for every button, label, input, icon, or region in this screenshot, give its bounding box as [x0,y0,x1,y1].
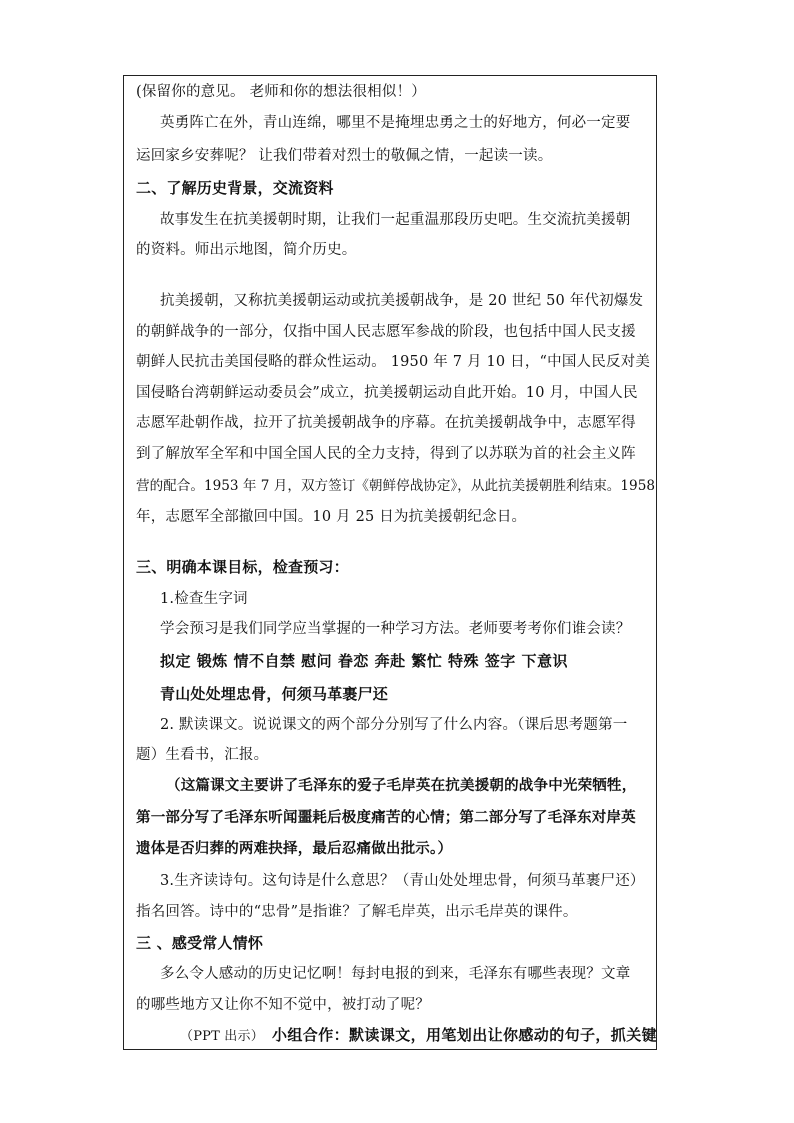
section-heading: 二、了解历史背景，交流资料 [136,179,334,197]
section-heading: 三 、感受常人情怀 [136,934,264,952]
text-line: 运回家乡安葬呢？ 让我们带着对烈士的敬佩之情，一起读一读。 [136,148,553,164]
poem-line: 青山处处埋忠骨，何须马革裹尸还 [160,685,389,703]
text-line: （PPT 出示） [180,1029,264,1044]
text-line: 3.生齐读诗句。这句诗是什么意思？（青山处处埋忠骨，何须马革裹尸还） [160,873,645,889]
text-line: 的哪些地方又让你不知不觉中，被打动了呢？ [136,997,430,1013]
text-line: 学会预习是我们同学应当掌握的一种学习方法。老师要考考你们谁会读？ [160,621,631,637]
text-line: 故事发生在抗美援朝时期，让我们一起重温那段历史吧。生交流抗美援朝 [160,212,631,228]
answer-text: 遗体是否归葬的两难抉择，最后忍痛做出批示。） [136,840,453,857]
text-line: 2. 默读课文。说说课文的两个部分分别写了什么内容。（课后思考题第一 [160,717,628,733]
text-line: 志愿军赴朝作战，拉开了抗美援朝战争的序幕。在抗美援朝战争中，志愿军得 [136,415,636,431]
text-line: 题）生看书，汇报。 [136,747,269,763]
section-heading: 三、明确本课目标，检查预习： [136,558,349,576]
text-line: 抗美援朝，又称抗美援朝运动或抗美援朝战争，是 20 世纪 50 年代初爆发 [160,293,644,309]
text-line: 年，志愿军全部撤回中国。10 月 25 日为抗美援朝纪念日。 [136,509,527,525]
text-line: 多么令人感动的历史记忆啊！每封电报的到来，毛泽东有哪些表现？文章 [160,966,631,982]
vocabulary-list: 拟定 锻炼 情不自禁 慰问 眷恋 奔赴 繁忙 特殊 签字 下意识 [160,652,569,670]
text-line: 营的配合。1953 年 7 月，双方签订《朝鲜停战协定》，从此抗美援朝胜利结束。1958 [136,478,655,494]
task-text: 小组合作：默读课文，用笔划出让你感动的句子，抓关键 [272,1026,658,1044]
answer-text: （这篇课文主要讲了毛泽东的爱子毛岸英在抗美援朝的战争中光荣牺牲， [166,777,637,794]
text-line: 国侵略台湾朝鲜运动委员会”成立，抗美援朝运动自此开始。10 月，中国人民 [136,385,638,401]
text-line: 1.检查生字词 [160,591,248,607]
text-line: 朝鲜人民抗击美国侵略的群众性运动。 1950 年 7 月 10 日，“中国人民反对美 [136,354,651,370]
text-line: (保留你的意见。 老师和你的想法很相似！） [136,84,426,100]
text-line: 英勇阵亡在外，青山连绵，哪里不是掩埋忠勇之士的好地方，何必一定要 [160,115,631,131]
text-line: 到了解放军全军和中国全国人民的全力支持，得到了以苏联为首的社会主义阵 [136,446,636,462]
answer-text: 第一部分写了毛泽东听闻噩耗后极度痛苦的心情；第二部分写了毛泽东对岸英 [136,809,636,826]
text-line: 的朝鲜战争的一部分，仅指中国人民志愿军参战的阶段，也包括中国人民支援 [136,324,636,340]
text-line: 指名回答。诗中的“忠骨”是指谁？了解毛岸英，出示毛岸英的课件。 [136,904,578,920]
text-line: 的资料。师出示地图，简介历史。 [136,242,357,258]
